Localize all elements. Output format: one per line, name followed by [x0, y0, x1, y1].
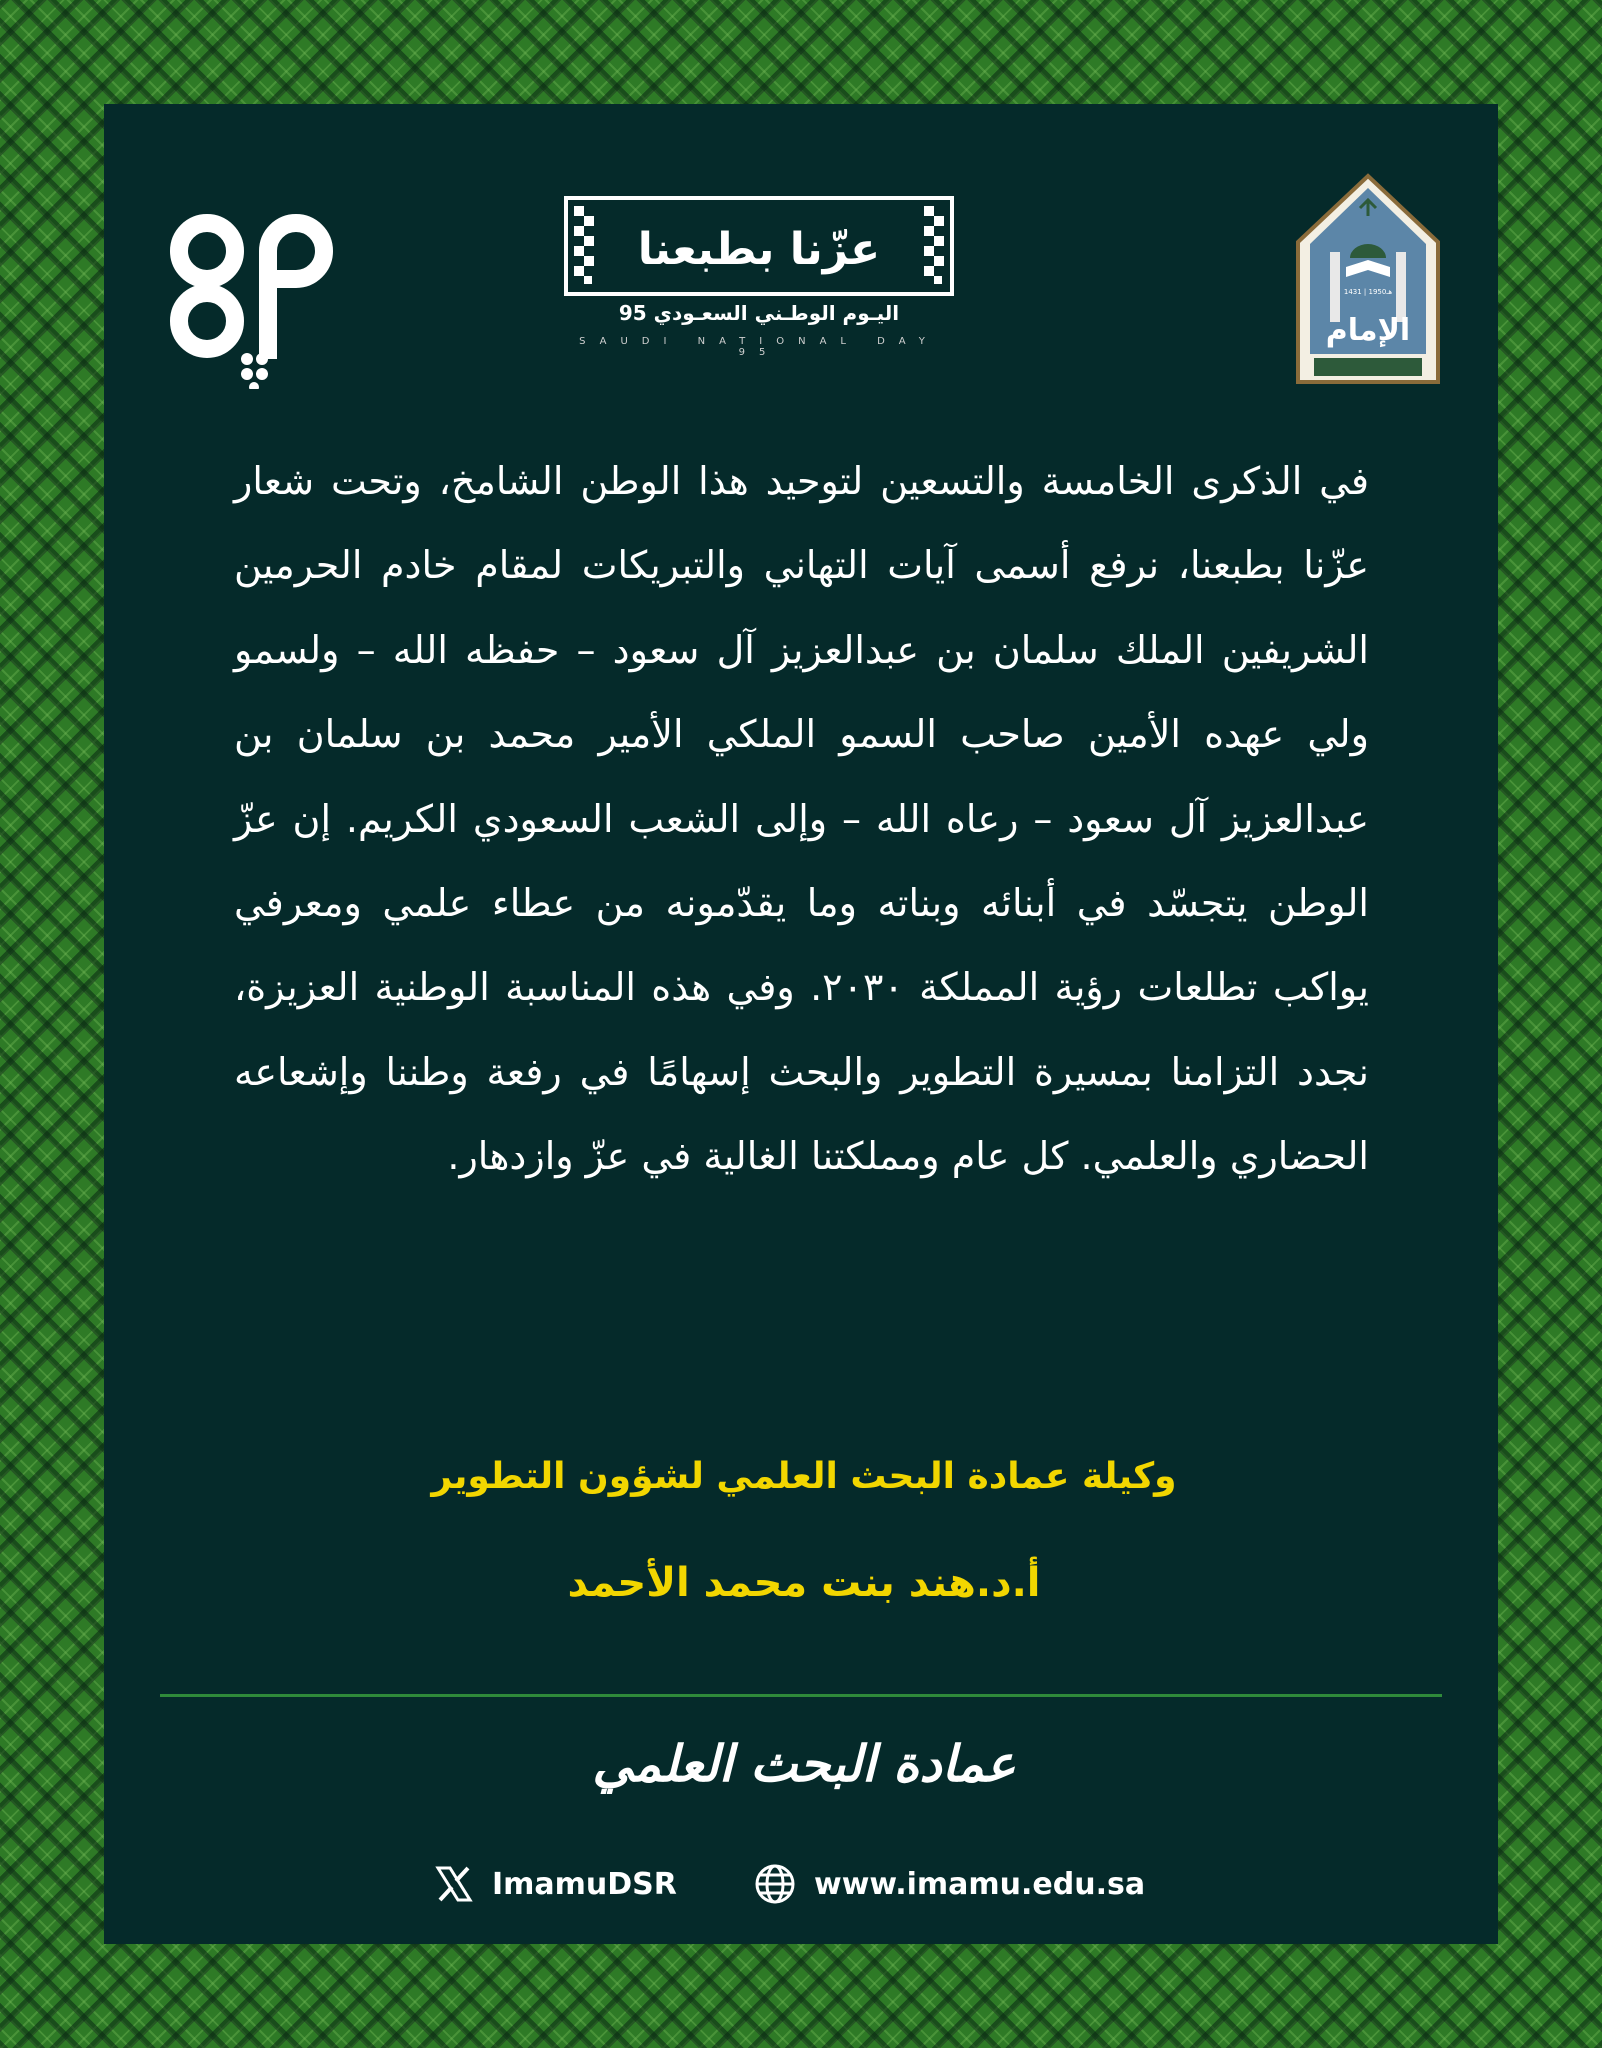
- national-subtitle: SAUDI NATIONAL DAY 95: [579, 336, 939, 358]
- national-slogan: عزّنا بطبعنا: [637, 224, 881, 275]
- national-day-logo-icon: [564, 196, 954, 296]
- university-year: 1431 | هـ1950: [1343, 288, 1393, 296]
- signatory-title: وكيلة عمادة البحث العلمي لشؤون التطوير: [431, 1456, 1177, 1497]
- national-day-logo: [564, 196, 1064, 376]
- website-url[interactable]: www.imamu.edu.sa: [814, 1866, 1146, 1902]
- main-panel: [104, 104, 1498, 1944]
- national-tagline: اليـوم الوطـني السعـودي 95: [618, 301, 900, 325]
- university-logo-icon: [1294, 172, 1442, 386]
- x-icon: [434, 1864, 474, 1904]
- dsr-logo-icon: [162, 209, 342, 389]
- x-handle[interactable]: ImamuDSR: [492, 1866, 677, 1902]
- divider: [160, 1694, 1442, 1697]
- deanship-calligraphy: عمادة البحث العلمي: [592, 1734, 1016, 1793]
- greeting-message: في الذكرى الخامسة والتسعين لتوحيد هذا الوطن الشامخ، وتحت شعار عزّنا بطبعنا، نرفع أسمى آيات التهاني والتبريكات لمقام خادم الحرمين الشريفين الملك سلمان بن عبدالعزيز آل سعود – حفظه الله – ولسمو ولي عهده الأمين صاحب السمو الملكي الأمير محمد بن سلمان بن عبدالعزيز آل سعود – رعاه الله – وإلى الشعب السعودي الكريم. إن عزّ الوطن يتجسّد في أبنائه وبناته وما يقدّمونه من عطاء علمي ومعرفي يواكب تطلعات رؤية المملكة ٢٠٣٠. وفي هذه المناسبة الوطنية العزيزة، نجدد التزامنا بمسيرة التطوير والبحث إسهامًا في رفعة وطننا وإشعاعه الحضاري والعلمي. كل عام ومملكتنا الغالية في عزّ وازدهار.: [234, 459, 1369, 1179]
- x-account[interactable]: [434, 1859, 677, 1909]
- signatory-name: أ.د.هند بنت محمد الأحمد: [567, 1560, 1041, 1606]
- website-link[interactable]: [754, 1859, 1145, 1909]
- university-lettering: الإمام: [1325, 313, 1411, 348]
- globe-icon: [754, 1863, 796, 1905]
